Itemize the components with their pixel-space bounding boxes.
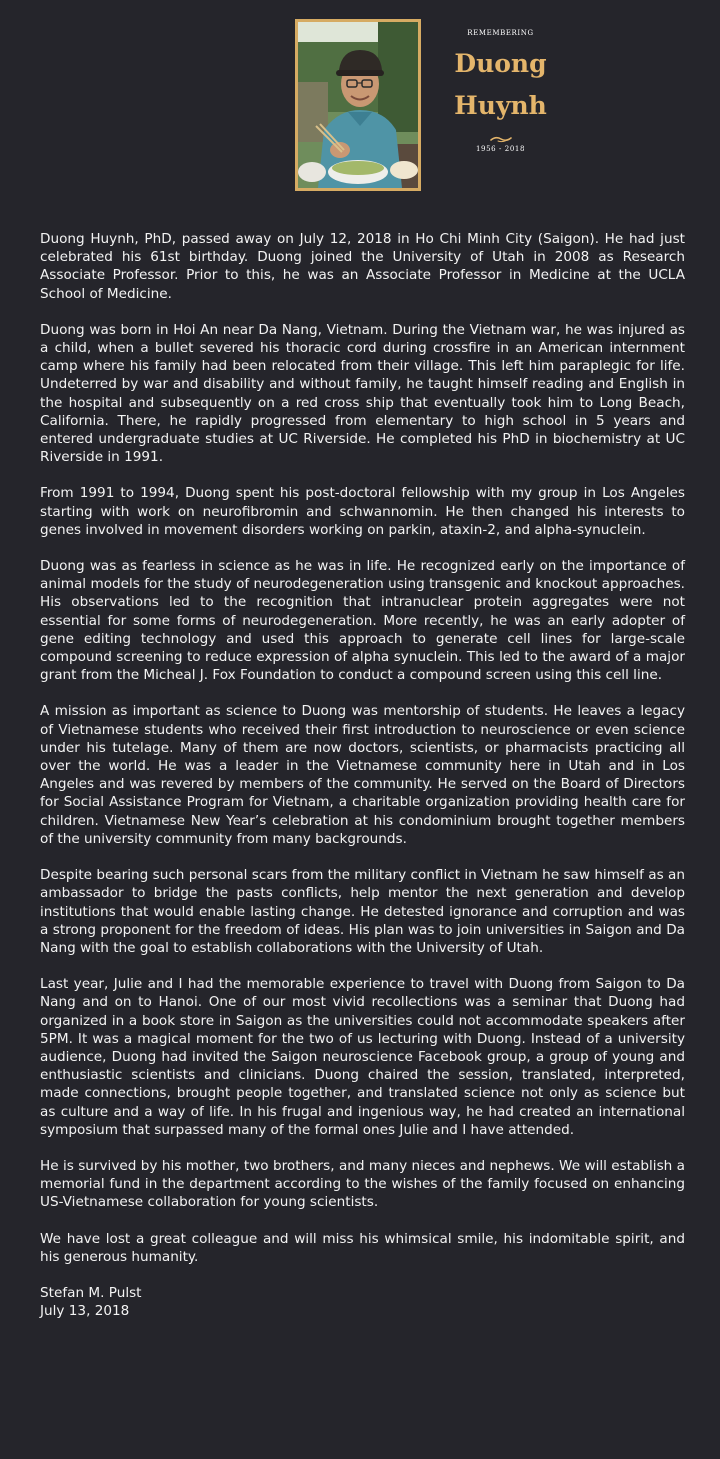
signature [40,1284,685,1320]
portrait-illustration [298,22,418,188]
portrait-photo [295,19,421,191]
paragraph: We have lost a great colleague and will miss his whimsical smile, his indomitable spirit, and his generous humanity. [40,1230,685,1265]
paragraph: Duong was as fearless in science as he was in life. He recognized early on the importance of animal models for the study of neurodegeneration using transgenic and knockout approaches. His observations led to the recognition that intranuclear protein aggregates were not essential for some forms of neurodegeneration. More recently, he was an early adopter of gene editing technology and used this approach to generate cell lines for large-scale compound screening to reduce expression of alpha synuclein. This led to the award of a major grant from the Micheal J. Fox Foundation to conduct a compound screen using this cell line. [40,558,685,684]
signature-author: Stefan M. Pulst [40,1284,142,1301]
paragraph: From 1991 to 1994, Duong spent his post-doctoral fellowship with my group in Los Angeles starting with work on neurofibromin and schwannomin. He then changed his interests to genes involved in movement disorders working on parkin, ataxin-2, and alpha-synuclein. [40,485,685,538]
paragraph: Duong was born in Hoi An near Da Nang, Vietnam. During the Vietnam war, he was injured as a child, when a bullet severed his thoracic cord during crossfire in an American internment camp where his family had been relocated from their village. This left him paraplegic for life. Undeterred by war and disability and without family, he taught himself reading and English in the hospital and subsequently on a red cross ship that eventually took him to Long Beach, California. There, he rapidly progressed from elementary to high school in 5 years and entered undergraduate studies at UC Riverside. He completed his PhD in biochemistry at UC Riverside in 1991. [40,321,685,466]
life-years: 1956 - 2018 [475,145,526,153]
signature-date: July 13, 2018 [40,1303,130,1320]
flourish-icon [490,135,512,143]
paragraph: He is survived by his mother, two brothers, and many nieces and nephews. We will establish a memorial fund in the department according to the wishes of the family focused on enhancing US-Vietnamese collaboration for young scientists. [40,1157,685,1211]
paragraph: A mission as important as science to Duong was mentorship of students. He leaves a legacy of Vietnamese students who received their first introduction to neuroscience or even science under his tutelage. Many of them are now doctors, scientists, or pharmacists practicing all over the world. He was a leader in the Vietnamese community here in Utah and in Los Angeles and was revered by members of the community. He served on the Board of Directors for Social Assistance Program for Vietnam, a charitable organization providing health care for children. Vietnamese New Year’s celebration at his condominium brought together members of the university community from many backgrounds. [40,703,685,847]
title-block [430,24,571,153]
paragraph: Despite bearing such personal scars from the military conflict in Vietnam he saw himself as an ambassador to bridge the pasts conflicts, help mentor the next generation and develop institutions that would enable lasting change. He detested ignorance and corruption and was a strong proponent for the freedom of ideas. His plan was to join universities in Saigon and Da Nang with the goal to establish collaborations with the University of Utah. [40,867,685,956]
name-first: Duong [454,49,547,78]
name-last: Huynh [454,91,547,120]
obituary-body [40,230,685,1320]
memorial-header [0,0,720,200]
paragraph: Last year, Julie and I had the memorable experience to travel with Duong from Saigon to Da Nang and on to Hanoi. One of our most vivid recollections was a seminar that Duong had organized in a book store in Saigon as the universities could not accommodate speakers after 5PM. It was a magical moment for the two of us lecturing with Duong. Instead of a university audience, Duong had invited the Saigon neuroscience Facebook group, a group of young and enthusiastic scientists and clinicians. Duong chaired the session, translated, interpreted, made connections, brought people together, and translated science not only as science but as culture and a way of life. In his frugal and ingenious way, he had created an international symposium that surpassed many of the formal ones Julie and I have attended. [40,976,685,1138]
remembering-label: REMEMBERING [467,29,534,37]
paragraph: Duong Huynh, PhD, passed away on July 12, 2018 in Ho Chi Minh City (Saigon). He had just celebrated his 61st birthday. Duong joined the University of Utah in 2008 as Research Associate Professor. Prior to this, he was an Associate Professor in Medicine at the UCLA School of Medicine. [40,231,685,302]
